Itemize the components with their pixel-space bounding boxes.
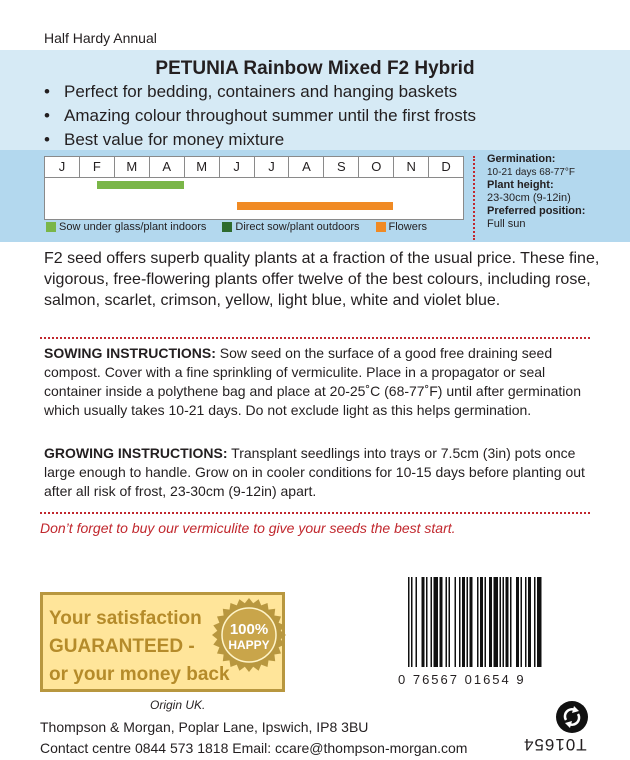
barcode-stripe: [440, 577, 443, 667]
barcode-stripe: [477, 577, 479, 667]
product-code: T01654: [523, 735, 587, 754]
product-title: PETUNIA Rainbow Mixed F2 Hybrid: [155, 58, 475, 79]
sowing-instructions: [44, 344, 604, 420]
barcode-stripe: [446, 577, 448, 667]
legend-swatch: [222, 222, 232, 232]
barcode: [398, 575, 598, 687]
barcode-stripe: [455, 577, 457, 667]
month-label: F: [80, 157, 115, 177]
month-label: D: [441, 159, 451, 174]
month-label: J: [45, 157, 80, 177]
month-label: J: [255, 157, 290, 177]
barcode-stripe: [426, 577, 428, 667]
barcode-stripe: [485, 577, 487, 667]
barcode-stripe: [449, 577, 451, 667]
description: F2 seed offers superb quality plants at a fraction of the usual price. These fine, vigorous, free-flowering plants offer twelve of the best colours, including rose, salmon, scarlet, crimson, yellow, light blue, white and violet blue.: [44, 250, 600, 309]
sowing-calendar: [44, 156, 464, 220]
legend-label: Sow under glass/plant indoors: [59, 221, 207, 233]
barcode-stripe: [537, 577, 542, 667]
month-label: A: [289, 157, 324, 177]
barcode-stripe: [489, 577, 492, 667]
growing-heading: GROWING INSTRUCTIONS:: [44, 445, 228, 461]
month-label: A: [150, 157, 185, 177]
legend-label: Direct sow/plant outdoors: [235, 221, 360, 233]
divider: [40, 337, 590, 339]
barcode-stripe: [411, 577, 413, 667]
month-label: N: [394, 157, 429, 177]
guarantee-line: Your satisfaction: [49, 608, 202, 629]
barcode-stripe: [470, 577, 473, 667]
feature-item: • Best value for money mixture: [44, 128, 476, 152]
sowing-heading: SOWING INSTRUCTIONS:: [44, 345, 216, 361]
guarantee-badge: [40, 592, 285, 692]
barcode-stripe: [431, 577, 433, 667]
calendar-legend: [46, 221, 443, 233]
barcode-stripe: [467, 577, 469, 667]
month-label: M: [115, 157, 150, 177]
barcode-stripe: [510, 577, 512, 667]
barcode-stripe: [459, 577, 461, 667]
barcode-stripe: [408, 577, 410, 667]
flowers-bar: [237, 202, 394, 210]
feature-list: [44, 80, 476, 152]
growing-instructions: [44, 444, 604, 501]
legend-swatch: [46, 222, 56, 232]
height-value: 23-30cm (9-12in): [487, 192, 571, 204]
barcode-stripe: [422, 577, 425, 667]
barcode-stripe: [503, 577, 505, 667]
month-label: J: [220, 157, 255, 177]
divider: [40, 512, 590, 514]
sow-indoors-bar: [97, 181, 184, 189]
seal-top-text: 100%: [229, 621, 269, 638]
month-label: O: [359, 157, 394, 177]
barcode-stripe: [534, 577, 536, 667]
month-label: S: [324, 157, 359, 177]
guarantee-text: [49, 605, 230, 689]
feature-item: • Amazing colour throughout summer until the first frosts: [44, 104, 476, 128]
barcode-stripe: [516, 577, 519, 667]
company-address: Thompson & Morgan, Poplar Lane, Ipswich, IP8 3BU: [40, 719, 369, 735]
germination-value: 10-21 days 68-77°F: [487, 167, 575, 178]
legend-label: Flowers: [388, 221, 428, 233]
barcode-digits: 0 76567 01654 9: [398, 672, 526, 687]
legend-item: [46, 221, 206, 233]
barcode-stripe: [480, 577, 483, 667]
legend-swatch: [376, 222, 386, 232]
sowing-text: Sow seed on the surface of a good free draining seed compost. Cover with a fine sprinkling of vermiculite. Place in a propagator or seal container inside a polythene bag and place at 20-25˚C (68-77˚F) until after germination which usually takes 10-21 days. Do not exclude light as this helps germination.: [44, 345, 581, 418]
guarantee-line: or your money back: [49, 664, 230, 685]
plant-category: Half Hardy Annual: [44, 30, 157, 46]
position-value: Full sun: [487, 218, 526, 230]
recycle-icon: [555, 700, 589, 734]
company-contact: Contact centre 0844 573 1818 Email: ccare@thompson-morgan.com: [40, 740, 468, 756]
germination-label: Germination:: [487, 153, 556, 165]
happy-seal-icon: [211, 597, 287, 673]
position-label: Preferred position:: [487, 205, 586, 217]
seal-bottom-text: HAPPY: [228, 638, 270, 652]
barcode-stripe: [494, 577, 499, 667]
legend-item: [376, 221, 428, 233]
barcode-stripe: [521, 577, 523, 667]
barcode-stripe: [525, 577, 527, 667]
barcode-stripe: [528, 577, 531, 667]
feature-item: • Perfect for bedding, containers and hanging baskets: [44, 80, 476, 104]
growing-text: Transplant seedlings into trays or 7.5cm (3in) pots once large enough to handle. Grow on in cooler conditions for 10-15 days before planting out after all risk of frost, 23-30cm (9-12in) apart.: [44, 445, 585, 499]
vermiculite-reminder: Don’t forget to buy our vermiculite to give your seeds the best start.: [40, 520, 456, 536]
guarantee-line: GUARANTEED -: [49, 636, 195, 657]
legend-item: [222, 221, 359, 233]
barcode-stripe: [416, 577, 418, 667]
height-label: Plant height:: [487, 179, 554, 191]
barcode-stripe: [434, 577, 439, 667]
month-label: M: [185, 157, 220, 177]
company-details: [40, 717, 467, 759]
divider: [473, 156, 475, 240]
origin: Origin UK.: [150, 698, 206, 712]
month-row: [45, 157, 463, 178]
barcode-stripe: [462, 577, 465, 667]
barcode-stripe: [506, 577, 509, 667]
barcode-stripe: [500, 577, 502, 667]
growing-info: [487, 153, 627, 231]
